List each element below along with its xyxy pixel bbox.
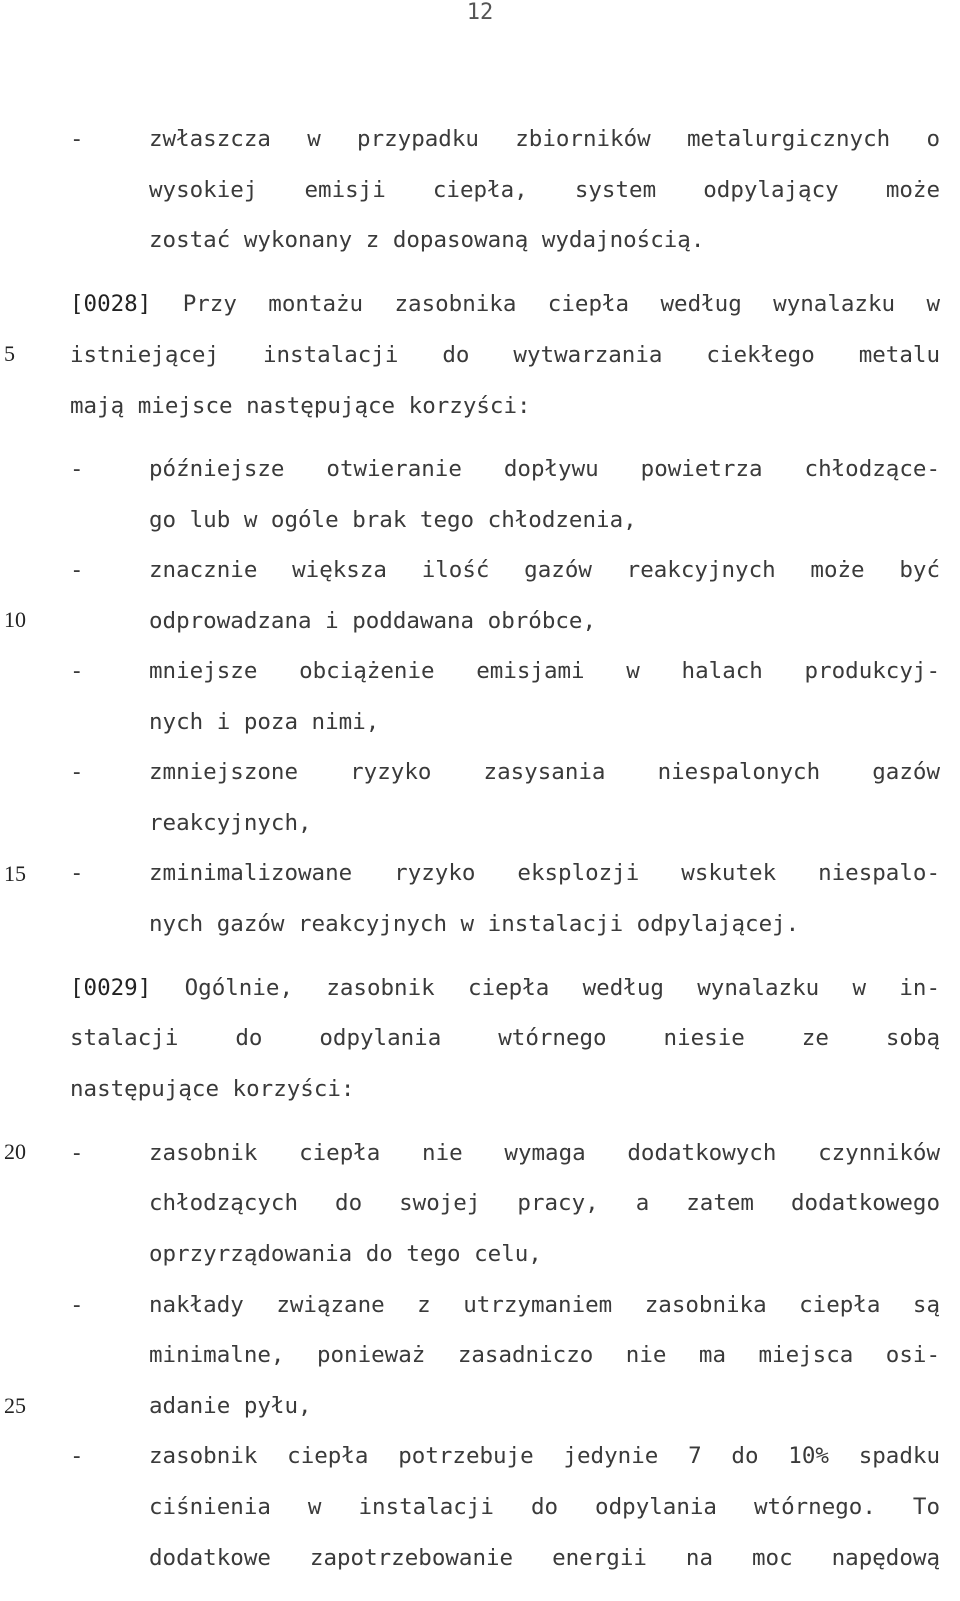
text-line: mniejsze obciążenie emisjami w halach produkcyj-: [149, 658, 940, 684]
list-dash: -: [70, 759, 84, 785]
page-number: 12: [466, 0, 494, 25]
paragraph-number: [0029]: [70, 975, 152, 1001]
text-line: zostać wykonany z dopasowaną wydajnością.: [149, 227, 705, 253]
text-line: zminimalizowane ryzyko eksplozji wskutek niespalo-: [149, 860, 940, 886]
text-line: nakłady związane z utrzymaniem zasobnika ciepła są: [149, 1292, 940, 1318]
text-line: następujące korzyści:: [70, 1076, 355, 1102]
text-line: odprowadzana i poddawana obróbce,: [149, 608, 597, 634]
text-line: ciśnienia w instalacji do odpylania wtórnego. To: [149, 1494, 940, 1520]
text-line: wysokiej emisji ciepła, system odpylający może: [149, 177, 940, 203]
text-line: stalacji do odpylania wtórnego niesie ze sobą: [70, 1025, 940, 1051]
line-number: 20: [4, 1139, 26, 1164]
text-line: go lub w ogóle brak tego chłodzenia,: [149, 507, 637, 533]
text-line: zasobnik ciepła potrzebuje jedynie 7 do 10% spadku: [149, 1443, 940, 1469]
list-dash: -: [70, 1443, 84, 1469]
list-dash: -: [70, 860, 84, 886]
text-line: [0028] Przy montażu zasobnika ciepła według wynalazku w: [70, 291, 941, 317]
text-line: adanie pyłu,: [149, 1393, 312, 1419]
list-dash: -: [70, 456, 84, 482]
text-line: minimalne, ponieważ zasadniczo nie ma miejsca osi-: [149, 1342, 940, 1368]
text-line: [0029] Ogólnie, zasobnik ciepła według wynalazku w in-: [70, 975, 941, 1001]
text-line: znacznie większa ilość gazów reakcyjnych może być: [149, 557, 940, 583]
line-number: 5: [4, 341, 15, 366]
list-dash: -: [70, 1292, 84, 1318]
line-number: 10: [4, 607, 26, 632]
line-number: 25: [4, 1393, 26, 1418]
text-line: nych i poza nimi,: [149, 709, 380, 735]
list-dash: -: [70, 658, 84, 684]
text-line: mają miejsce następujące korzyści:: [70, 393, 531, 419]
list-dash: -: [70, 557, 84, 583]
text-line: zmniejszone ryzyko zasysania niespalonych gazów: [149, 759, 940, 785]
list-dash: -: [70, 1140, 84, 1166]
text-line: nych gazów reakcyjnych w instalacji odpylającej.: [149, 911, 800, 937]
line-number: 15: [4, 861, 26, 886]
paragraph-number: [0028]: [70, 291, 152, 317]
text-line: oprzyrządowania do tego celu,: [149, 1241, 542, 1267]
text-line: reakcyjnych,: [149, 810, 312, 836]
text-line: dodatkowe zapotrzebowanie energii na moc napędową: [149, 1545, 940, 1571]
text-line: istniejącej instalacji do wytwarzania ciekłego metalu: [70, 342, 940, 368]
text-line: chłodzących do swojej pracy, a zatem dodatkowego: [149, 1190, 940, 1216]
text-line: zwłaszcza w przypadku zbiorników metalurgicznych o: [149, 126, 940, 152]
text-line: zasobnik ciepła nie wymaga dodatkowych czynników: [149, 1140, 940, 1166]
list-dash: -: [70, 126, 84, 152]
text-line: późniejsze otwieranie dopływu powietrza chłodzące-: [149, 456, 940, 482]
